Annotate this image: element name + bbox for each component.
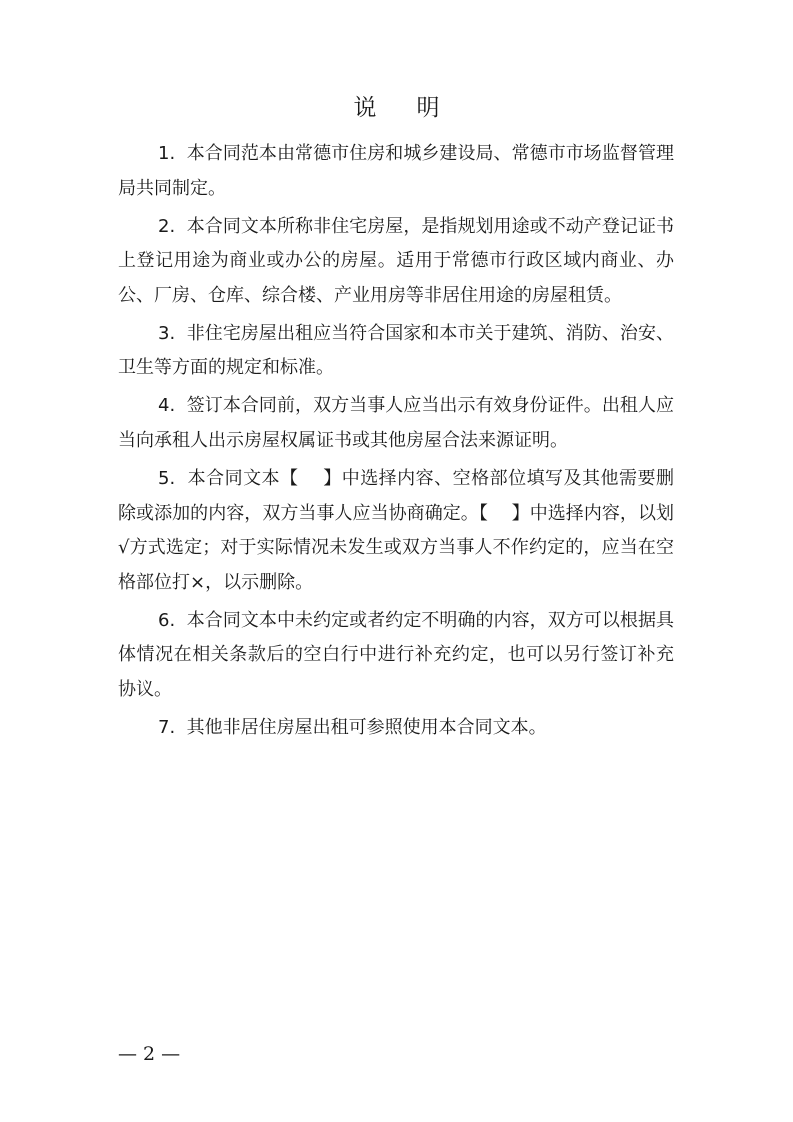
instruction-item-5 [118,462,674,600]
instructions-body [118,137,674,749]
item-number: 5. [158,467,176,489]
instruction-item-2 [118,210,674,314]
item-number: 3. [158,322,176,344]
item-text: 非住宅房屋出租应当符合国家和本市关于建筑、消防、治安、卫生等方面的规定和标准。 [118,322,674,379]
instruction-item-7 [118,711,674,746]
item-text: 本合同文本中未约定或者约定不明确的内容，双方可以根据具体情况在相关条款后的空白行中进行补充约定，也可以另行签订补充协议。 [118,609,674,700]
item-text: 本合同文本【 】中选择内容、空格部位填写及其他需要删除或添加的内容，双方当事人应当协商确定。【 】中选择内容，以划√方式选定；对于实际情况未发生或双方当事人不作约定的，应当在空格部位打×，以示删除。 [118,467,674,593]
item-number: 7. [158,716,176,738]
title-char-1: 说 [353,95,377,121]
instruction-item-3 [118,317,674,386]
item-number: 6. [158,609,176,631]
item-text: 签订本合同前，双方当事人应当出示有效身份证件。出租人应当向承租人出示房屋权属证书或其他房屋合法来源证明。 [118,395,674,451]
item-text: 其他非居住房屋出租可参照使用本合同文本。 [186,716,547,738]
item-text: 本合同文本所称非住宅房屋，是指规划用途或不动产登记证书上登记用途为商业或办公的房屋。适用于常德市行政区域内商业、办公、厂房、仓库、综合楼、产业用房等非居住用途的房屋租赁。 [118,215,674,306]
instruction-item-1 [118,137,674,206]
page-number: — 2 — [118,1043,181,1065]
item-text: 本合同范本由常德市住房和城乡建设局、常德市市场监督管理局共同制定。 [118,143,674,199]
item-number: 4. [158,395,176,417]
page-title [0,92,793,124]
instruction-item-6 [118,604,674,708]
item-number: 1. [158,143,176,164]
title-char-2: 明 [416,95,440,121]
item-number: 2. [158,215,176,237]
instruction-item-4 [118,389,674,458]
